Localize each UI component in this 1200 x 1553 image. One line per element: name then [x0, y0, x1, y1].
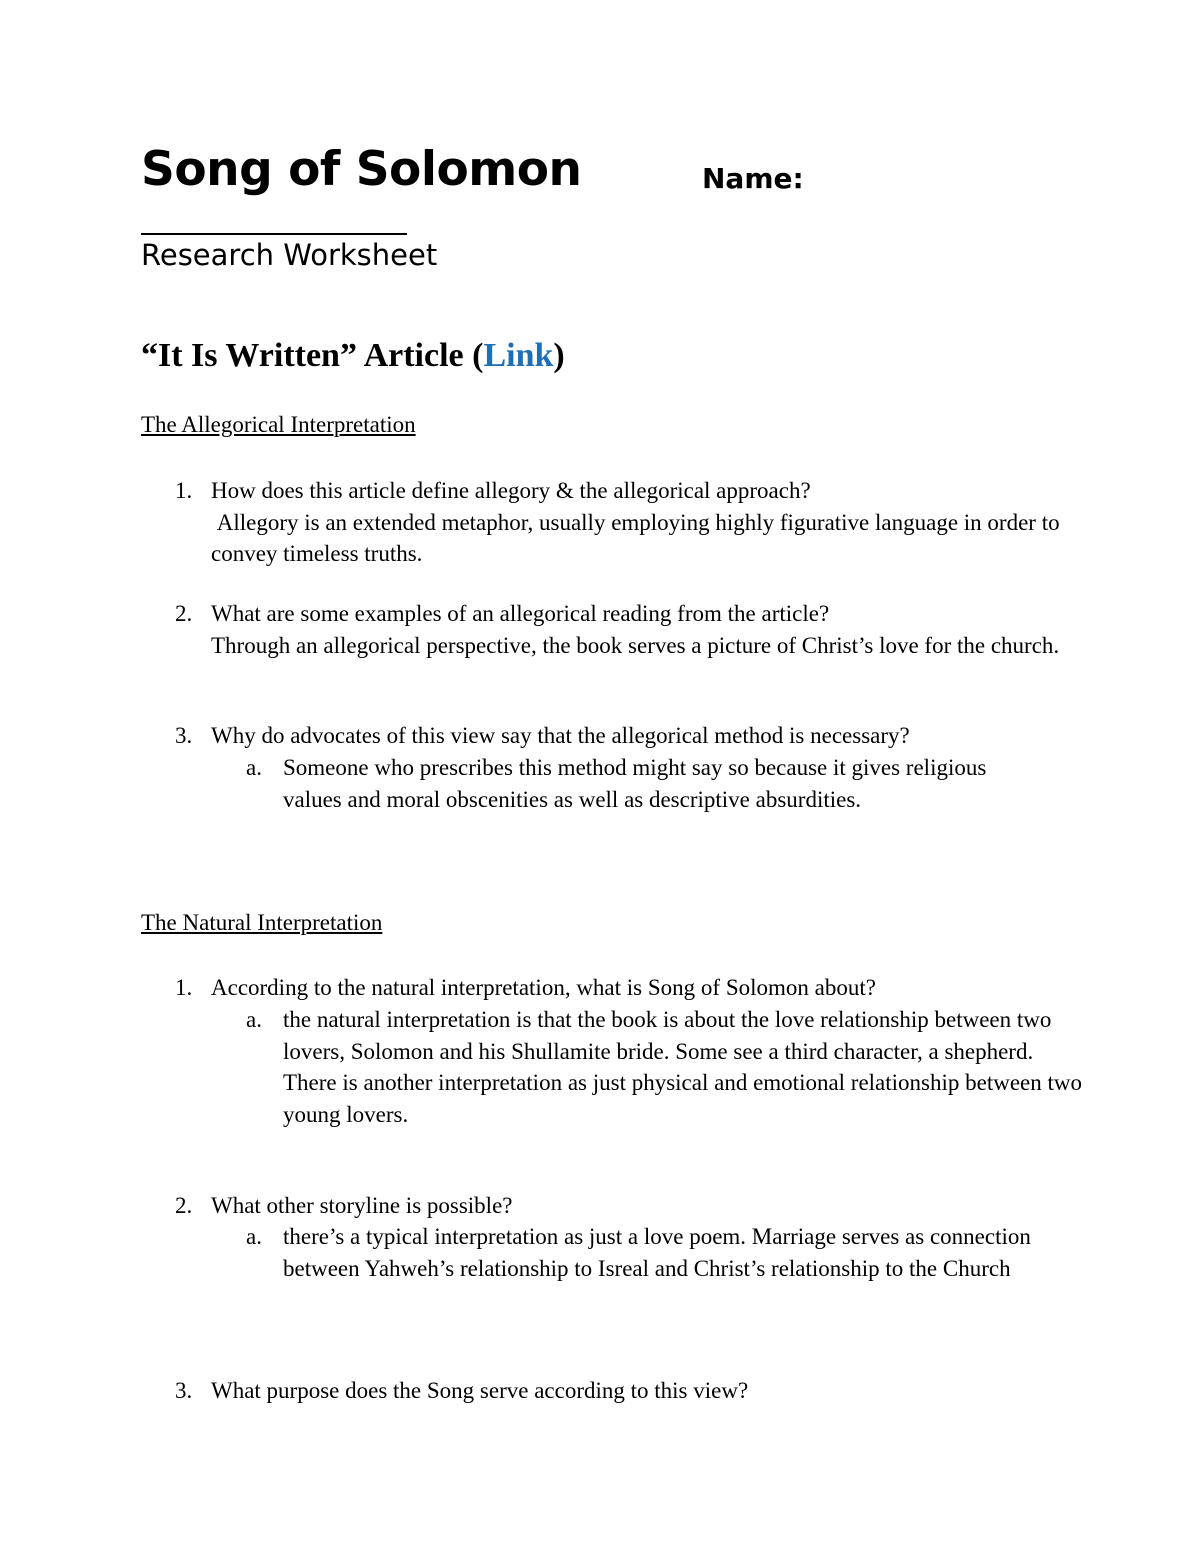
answer-text[interactable]: Allegory is an extended metaphor, usually employing highly figurative language in order to convey timeless truths. — [211, 509, 1066, 566]
answer-text: Someone who prescribes this method might say so because it gives religious values and moral obscenities as well as descriptive absurdities. — [283, 755, 987, 812]
allegorical-question-1 — [175, 475, 1091, 570]
natural-question-2 — [175, 1190, 1091, 1222]
sub-item-letter: a. — [246, 1224, 262, 1249]
answer-text[interactable]: Through an allegorical perspective, the book serves a picture of Christ’s love for the church. — [211, 632, 1060, 658]
question-number: 1. — [175, 478, 193, 503]
answer-text: there’s a typical interpretation as just a love poem. Marriage serves as connection between Yahweh’s relationship to Isreal and Christ’s relationship to the Church — [283, 1224, 1031, 1281]
allegorical-answer-3[interactable] — [246, 752, 1043, 815]
question-number: 2. — [175, 1193, 193, 1218]
allegorical-question-3 — [175, 720, 1091, 752]
question-text: Why do advocates of this view say that the allegorical method is necessary? — [211, 723, 910, 748]
question-number: 1. — [175, 975, 193, 1000]
question-number: 3. — [175, 723, 193, 748]
name-label: Name: — [702, 162, 804, 195]
question-number: 3. — [175, 1378, 193, 1403]
question-text: What purpose does the Song serve according to this view? — [211, 1378, 749, 1403]
question-text: What other storyline is possible? — [211, 1193, 513, 1218]
natural-answer-1[interactable] — [246, 1004, 1083, 1130]
answer-text: the natural interpretation is that the book is about the love relationship between two lovers, Solomon and his Shullamite bride. Some see a third character, a shepherd. There is another interpretation as just physical and emotional relationship between two young lovers. — [283, 1007, 1083, 1127]
natural-answer-2[interactable] — [246, 1221, 1083, 1284]
natural-question-1 — [175, 972, 1091, 1004]
article-heading-suffix: ) — [553, 337, 565, 374]
page-subtitle: Research Worksheet — [141, 238, 438, 272]
natural-section-title: The Natural Interpretation — [141, 910, 383, 935]
name-underline — [141, 233, 407, 235]
natural-question-3 — [175, 1375, 1091, 1407]
sub-item-letter: a. — [246, 1007, 262, 1032]
allegorical-question-2 — [175, 598, 1091, 661]
article-link[interactable]: Link — [483, 337, 554, 374]
question-text: According to the natural interpretation, what is Song of Solomon about? — [211, 975, 876, 1000]
sub-item-letter: a. — [246, 755, 262, 780]
question-number: 2. — [175, 601, 193, 626]
allegorical-section-title: The Allegorical Interpretation — [141, 412, 416, 437]
question-text: What are some examples of an allegorical reading from the article? — [211, 601, 830, 626]
article-heading-prefix: “It Is Written” Article ( — [141, 337, 484, 374]
page-title: Song of Solomon — [141, 142, 582, 197]
article-heading — [141, 337, 565, 375]
question-text: How does this article define allegory & the allegorical approach? — [211, 478, 811, 503]
